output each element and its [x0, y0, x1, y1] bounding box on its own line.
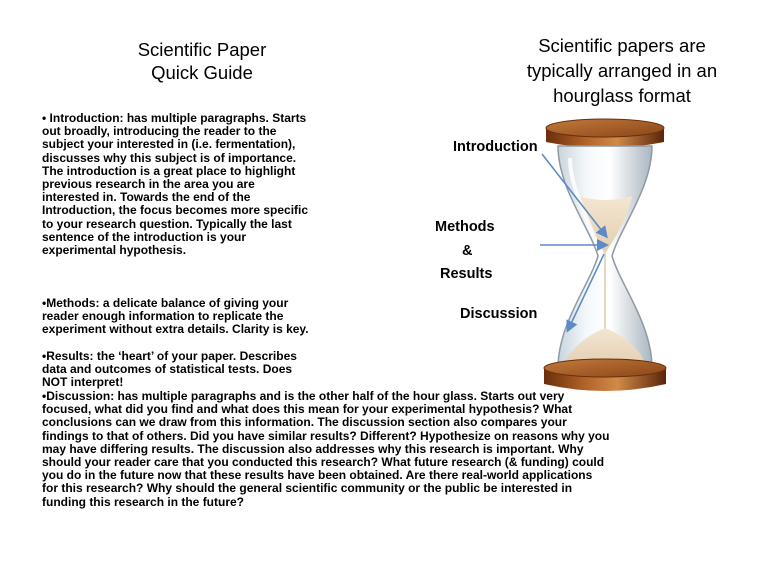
text-line: •Methods: a delicate balance of giving your [42, 296, 289, 310]
text-line: •Discussion: has multiple paragraphs and is the other half of the hour glass. Starts out very [42, 389, 565, 403]
right-title [492, 33, 752, 108]
text-line: subject your interested in (i.e. fermentation), [42, 137, 296, 152]
text-line: funding this research in the future? [42, 494, 245, 509]
text-line: interested in. Towards the end of the [42, 190, 251, 205]
introduction-paragraph [42, 112, 308, 257]
label-discussion: Discussion [460, 306, 538, 322]
label-results: Results [440, 266, 493, 282]
text-line: to your research question. Typically the last [42, 216, 292, 231]
text-line: sentence of the introduction is your [42, 229, 247, 244]
text-line: you do in the future now that these results have been obtained. Are there real-world applications [42, 468, 593, 483]
results-paragraph [42, 350, 297, 390]
methods-paragraph [42, 297, 309, 337]
hourglass-arrows [540, 150, 620, 340]
text-line: findings to that of others. Did you have similar results? Different? Hypothesize on reasons why you [42, 428, 610, 443]
arrow-discussion [568, 254, 604, 330]
label-methods: Methods [435, 219, 495, 235]
left-title [92, 38, 312, 84]
hourglass-top-cap [546, 119, 664, 148]
arrow-introduction [542, 154, 606, 236]
text-line: focused, what did you find and what does this mean for your experimental hypothesis? What [42, 402, 573, 417]
label-ampersand: & [462, 243, 473, 259]
text-line: experimental hypothesis. [42, 243, 187, 258]
text-line: reader enough information to replicate the [42, 309, 284, 324]
text-line: Introduction, the focus becomes more specific [42, 203, 309, 218]
text-line: data and outcomes of statistical tests. Does [42, 362, 293, 377]
text-line: • Introduction: has multiple paragraphs. Starts [42, 111, 307, 125]
text-line: may have differing results. The discussion also addresses why this research is important. Why [42, 441, 584, 456]
text-line: experiment without extra details. Clarity is key. [42, 322, 309, 337]
text-line: discusses why this subject is of importance. [42, 150, 297, 165]
label-introduction: Introduction [453, 139, 538, 155]
text-line: out broadly, introducing the reader to the [42, 124, 277, 139]
text-line: The introduction is a great place to highlight [42, 163, 296, 178]
text-line: NOT interpret! [42, 375, 124, 390]
text-line: should your reader care that you conducted this research? What future research (& funding) could [42, 455, 605, 470]
text-line: previous research in the area you are [42, 177, 255, 192]
text-line: for this research? Why should the general scientific community or the public be interested in [42, 481, 573, 496]
right-title-line: hourglass format [553, 85, 691, 106]
text-line: •Results: the ‘heart’ of your paper. Describes [42, 349, 297, 363]
discussion-paragraph [42, 390, 609, 509]
right-title-line: typically arranged in an [526, 60, 718, 81]
right-title-line: Scientific papers are [538, 35, 706, 56]
hourglass-bottom-cap [544, 359, 666, 391]
left-title-line: Scientific Paper [137, 39, 267, 60]
left-title-line: Quick Guide [151, 62, 253, 83]
text-line: conclusions can we draw from this information. The discussion section also compares your [42, 415, 567, 430]
